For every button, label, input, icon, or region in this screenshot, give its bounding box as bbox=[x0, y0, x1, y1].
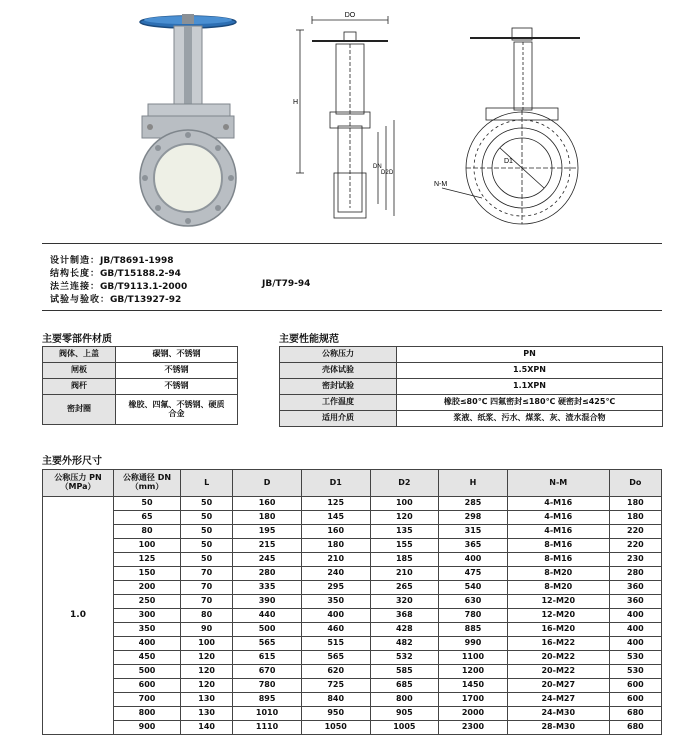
label-do: DO bbox=[344, 12, 356, 19]
dimensions-table bbox=[42, 469, 662, 735]
table-cell: 565 bbox=[233, 637, 302, 651]
table-cell: 120 bbox=[370, 511, 439, 525]
table-cell: 530 bbox=[609, 665, 661, 679]
table-cell: 680 bbox=[609, 721, 661, 735]
table-row bbox=[43, 707, 662, 721]
standard-value: GB/T15188.2-94 bbox=[100, 269, 181, 279]
table-cell: 50 bbox=[181, 525, 233, 539]
materials-table bbox=[42, 346, 238, 425]
table-cell: 50 bbox=[114, 497, 181, 511]
dimensions-title: 主要外形尺寸 bbox=[42, 456, 102, 467]
table-cell: 145 bbox=[301, 511, 370, 525]
table-cell: 295 bbox=[301, 581, 370, 595]
table-cell: 685 bbox=[370, 679, 439, 693]
table-cell: 265 bbox=[370, 581, 439, 595]
table-cell: 160 bbox=[301, 525, 370, 539]
spec-name: 适用介质 bbox=[280, 411, 397, 427]
table-cell: 350 bbox=[301, 595, 370, 609]
table-cell: 180 bbox=[609, 497, 661, 511]
part-name: 阀体、上盖 bbox=[43, 347, 116, 363]
header-do: Do bbox=[609, 470, 661, 497]
table-cell: 950 bbox=[301, 707, 370, 721]
standard-label: 试验与验收： bbox=[50, 295, 111, 305]
spec-value: 浆液、纸浆、污水、煤浆、灰、渣水混合物 bbox=[397, 411, 663, 427]
table-cell: 120 bbox=[181, 679, 233, 693]
part-material: 橡胶、四氟、不锈钢、硬质合金 bbox=[116, 395, 238, 425]
table-cell: 390 bbox=[233, 595, 302, 609]
header-pn: 公称压力 PN（MPa） bbox=[43, 470, 114, 497]
table-row bbox=[43, 679, 662, 693]
table-cell: 90 bbox=[181, 623, 233, 637]
table-row bbox=[43, 637, 662, 651]
spec-name: 公称压力 bbox=[280, 347, 397, 363]
table-row bbox=[43, 721, 662, 735]
table-row bbox=[43, 595, 662, 609]
table-cell: 50 bbox=[181, 539, 233, 553]
table-header-row bbox=[43, 470, 662, 497]
table-cell: 335 bbox=[233, 581, 302, 595]
table-row bbox=[43, 511, 662, 525]
header-d2: D2 bbox=[370, 470, 439, 497]
table-cell: 195 bbox=[233, 525, 302, 539]
table-cell: 230 bbox=[609, 553, 661, 567]
label-dn: DN bbox=[373, 164, 382, 170]
table-cell: 460 bbox=[301, 623, 370, 637]
table-cell: 1010 bbox=[233, 707, 302, 721]
standard-line bbox=[50, 279, 187, 292]
label-d: D bbox=[389, 170, 394, 176]
header-d: D bbox=[233, 470, 302, 497]
spec-name: 壳体试验 bbox=[280, 363, 397, 379]
part-material: 不锈钢 bbox=[116, 379, 238, 395]
table-cell: 540 bbox=[439, 581, 508, 595]
part-name: 密封圈 bbox=[43, 395, 116, 425]
standard-label: 设计制造： bbox=[50, 256, 101, 266]
table-cell: 500 bbox=[114, 665, 181, 679]
table-cell: 100 bbox=[370, 497, 439, 511]
table-row bbox=[43, 347, 238, 363]
standard-line bbox=[50, 266, 181, 279]
table-cell: 400 bbox=[609, 637, 661, 651]
table-cell: 100 bbox=[181, 637, 233, 651]
table-cell: 400 bbox=[301, 609, 370, 623]
table-cell: 680 bbox=[609, 707, 661, 721]
table-cell: 80 bbox=[114, 525, 181, 539]
table-cell: 1700 bbox=[439, 693, 508, 707]
table-cell: 600 bbox=[609, 693, 661, 707]
table-cell: 220 bbox=[609, 539, 661, 553]
table-cell: 1450 bbox=[439, 679, 508, 693]
table-cell: 24-M27 bbox=[507, 693, 609, 707]
table-cell: 620 bbox=[301, 665, 370, 679]
performance-table bbox=[279, 346, 663, 427]
table-cell: 150 bbox=[114, 567, 181, 581]
table-cell: 8-M16 bbox=[507, 539, 609, 553]
table-cell: 515 bbox=[301, 637, 370, 651]
table-cell: 280 bbox=[609, 567, 661, 581]
table-cell: 135 bbox=[370, 525, 439, 539]
table-cell: 200 bbox=[114, 581, 181, 595]
table-cell: 28-M30 bbox=[507, 721, 609, 735]
dimensions-body bbox=[43, 497, 662, 735]
table-cell: 250 bbox=[114, 595, 181, 609]
table-cell: 70 bbox=[181, 581, 233, 595]
table-cell: 368 bbox=[370, 609, 439, 623]
table-cell: 50 bbox=[181, 497, 233, 511]
table-cell: 360 bbox=[609, 595, 661, 609]
table-cell: 130 bbox=[181, 693, 233, 707]
table-cell: 210 bbox=[370, 567, 439, 581]
spec-value: PN bbox=[397, 347, 663, 363]
table-cell: 16-M20 bbox=[507, 623, 609, 637]
standard-label: 结构长度： bbox=[50, 269, 101, 279]
table-cell: 65 bbox=[114, 511, 181, 525]
table-row bbox=[280, 347, 663, 363]
standard-line bbox=[50, 253, 173, 266]
standard-value: GB/T9113.1-2000 bbox=[100, 282, 188, 292]
table-row bbox=[280, 379, 663, 395]
table-cell: 780 bbox=[233, 679, 302, 693]
table-cell: 475 bbox=[439, 567, 508, 581]
table-cell: 565 bbox=[301, 651, 370, 665]
table-cell: 16-M22 bbox=[507, 637, 609, 651]
table-row bbox=[280, 363, 663, 379]
standard-value: JB/T8691-1998 bbox=[100, 256, 174, 266]
standard-value: GB/T13927-92 bbox=[110, 295, 182, 305]
table-cell: 20-M27 bbox=[507, 679, 609, 693]
table-cell: 990 bbox=[439, 637, 508, 651]
table-row bbox=[43, 363, 238, 379]
table-cell: 50 bbox=[181, 553, 233, 567]
table-cell: 440 bbox=[233, 609, 302, 623]
table-cell: 1110 bbox=[233, 721, 302, 735]
table-cell: 285 bbox=[439, 497, 508, 511]
spec-value: 1.1XPN bbox=[397, 379, 663, 395]
table-row bbox=[43, 567, 662, 581]
table-cell: 885 bbox=[439, 623, 508, 637]
table-cell: 70 bbox=[181, 567, 233, 581]
table-cell: 360 bbox=[609, 581, 661, 595]
table-cell: 615 bbox=[233, 651, 302, 665]
table-cell: 220 bbox=[609, 525, 661, 539]
table-cell: 120 bbox=[181, 665, 233, 679]
table-cell: 320 bbox=[370, 595, 439, 609]
part-name: 阀杆 bbox=[43, 379, 116, 395]
table-cell: 8-M20 bbox=[507, 581, 609, 595]
table-cell: 350 bbox=[114, 623, 181, 637]
table-cell: 215 bbox=[233, 539, 302, 553]
table-cell: 180 bbox=[233, 511, 302, 525]
spec-name: 工作温度 bbox=[280, 395, 397, 411]
table-cell: 70 bbox=[181, 595, 233, 609]
table-cell: 155 bbox=[370, 539, 439, 553]
table-cell: 130 bbox=[181, 707, 233, 721]
table-cell: 80 bbox=[181, 609, 233, 623]
part-material: 不锈钢 bbox=[116, 363, 238, 379]
table-cell: 670 bbox=[233, 665, 302, 679]
table-cell: 400 bbox=[439, 553, 508, 567]
standard-line bbox=[50, 292, 181, 305]
label-d1: D1 bbox=[504, 158, 513, 165]
table-cell: 280 bbox=[233, 567, 302, 581]
table-cell: 400 bbox=[114, 637, 181, 651]
table-cell: 140 bbox=[181, 721, 233, 735]
label-h: H bbox=[293, 99, 299, 106]
table-cell: 1100 bbox=[439, 651, 508, 665]
spec-value: 1.5XPN bbox=[397, 363, 663, 379]
materials-title: 主要零部件材质 bbox=[42, 334, 112, 345]
table-cell: 4-M16 bbox=[507, 525, 609, 539]
table-cell: 300 bbox=[114, 609, 181, 623]
table-cell: 400 bbox=[609, 609, 661, 623]
valve-product-image bbox=[120, 8, 250, 233]
table-cell: 180 bbox=[609, 511, 661, 525]
header-h: H bbox=[439, 470, 508, 497]
table-row bbox=[43, 525, 662, 539]
table-row bbox=[43, 497, 662, 511]
table-cell: 428 bbox=[370, 623, 439, 637]
table-row bbox=[43, 651, 662, 665]
table-row bbox=[43, 539, 662, 553]
table-cell: 298 bbox=[439, 511, 508, 525]
table-cell: 12-M20 bbox=[507, 609, 609, 623]
table-cell: 160 bbox=[233, 497, 302, 511]
table-cell: 800 bbox=[114, 707, 181, 721]
table-row bbox=[43, 665, 662, 679]
performance-title: 主要性能规范 bbox=[279, 334, 339, 345]
standards-box bbox=[42, 243, 662, 311]
table-cell: 905 bbox=[370, 707, 439, 721]
table-cell: 500 bbox=[233, 623, 302, 637]
table-cell: 700 bbox=[114, 693, 181, 707]
table-cell: 245 bbox=[233, 553, 302, 567]
table-cell: 20-M22 bbox=[507, 665, 609, 679]
table-cell: 630 bbox=[439, 595, 508, 609]
pn-cell: 1.0 bbox=[43, 497, 114, 735]
label-d2: D2 bbox=[381, 170, 389, 176]
part-name: 闸板 bbox=[43, 363, 116, 379]
standard-label: 法兰连接： bbox=[50, 282, 101, 292]
header-l: L bbox=[181, 470, 233, 497]
table-cell: 20-M22 bbox=[507, 651, 609, 665]
table-row bbox=[43, 609, 662, 623]
table-cell: 12-M20 bbox=[507, 595, 609, 609]
table-cell: 1200 bbox=[439, 665, 508, 679]
header-d1: D1 bbox=[301, 470, 370, 497]
table-cell: 100 bbox=[114, 539, 181, 553]
table-cell: 1050 bbox=[301, 721, 370, 735]
table-cell: 240 bbox=[301, 567, 370, 581]
table-cell: 600 bbox=[609, 679, 661, 693]
table-cell: 895 bbox=[233, 693, 302, 707]
table-cell: 600 bbox=[114, 679, 181, 693]
table-cell: 900 bbox=[114, 721, 181, 735]
standard-extra: JB/T79-94 bbox=[262, 279, 311, 289]
table-row bbox=[280, 411, 663, 427]
table-row bbox=[43, 379, 238, 395]
table-row bbox=[43, 623, 662, 637]
table-row bbox=[43, 693, 662, 707]
table-cell: 125 bbox=[301, 497, 370, 511]
table-cell: 2000 bbox=[439, 707, 508, 721]
header-nm: N-M bbox=[507, 470, 609, 497]
table-cell: 210 bbox=[301, 553, 370, 567]
spec-value: 橡胶≤80℃ 四氟密封≤180℃ 硬密封≤425℃ bbox=[397, 395, 663, 411]
table-cell: 2300 bbox=[439, 721, 508, 735]
table-cell: 482 bbox=[370, 637, 439, 651]
table-cell: 400 bbox=[609, 623, 661, 637]
table-cell: 185 bbox=[370, 553, 439, 567]
table-row bbox=[280, 395, 663, 411]
table-cell: 50 bbox=[181, 511, 233, 525]
front-view-drawing bbox=[430, 8, 620, 228]
table-cell: 24-M30 bbox=[507, 707, 609, 721]
table-cell: 315 bbox=[439, 525, 508, 539]
part-material: 碳钢、不锈钢 bbox=[116, 347, 238, 363]
table-cell: 8-M16 bbox=[507, 553, 609, 567]
table-cell: 8-M20 bbox=[507, 567, 609, 581]
table-cell: 365 bbox=[439, 539, 508, 553]
side-view-drawing bbox=[290, 8, 405, 228]
table-cell: 180 bbox=[301, 539, 370, 553]
table-cell: 725 bbox=[301, 679, 370, 693]
table-cell: 450 bbox=[114, 651, 181, 665]
header-dn: 公称通径 DN（mm） bbox=[114, 470, 181, 497]
table-cell: 585 bbox=[370, 665, 439, 679]
table-row bbox=[43, 581, 662, 595]
table-cell: 532 bbox=[370, 651, 439, 665]
label-nm: N-M bbox=[434, 181, 448, 188]
table-cell: 125 bbox=[114, 553, 181, 567]
table-row bbox=[43, 553, 662, 567]
table-cell: 530 bbox=[609, 651, 661, 665]
table-cell: 780 bbox=[439, 609, 508, 623]
table-cell: 4-M16 bbox=[507, 511, 609, 525]
table-cell: 1005 bbox=[370, 721, 439, 735]
table-cell: 120 bbox=[181, 651, 233, 665]
table-cell: 800 bbox=[370, 693, 439, 707]
spec-name: 密封试验 bbox=[280, 379, 397, 395]
table-cell: 4-M16 bbox=[507, 497, 609, 511]
table-row bbox=[43, 395, 238, 425]
table-cell: 840 bbox=[301, 693, 370, 707]
